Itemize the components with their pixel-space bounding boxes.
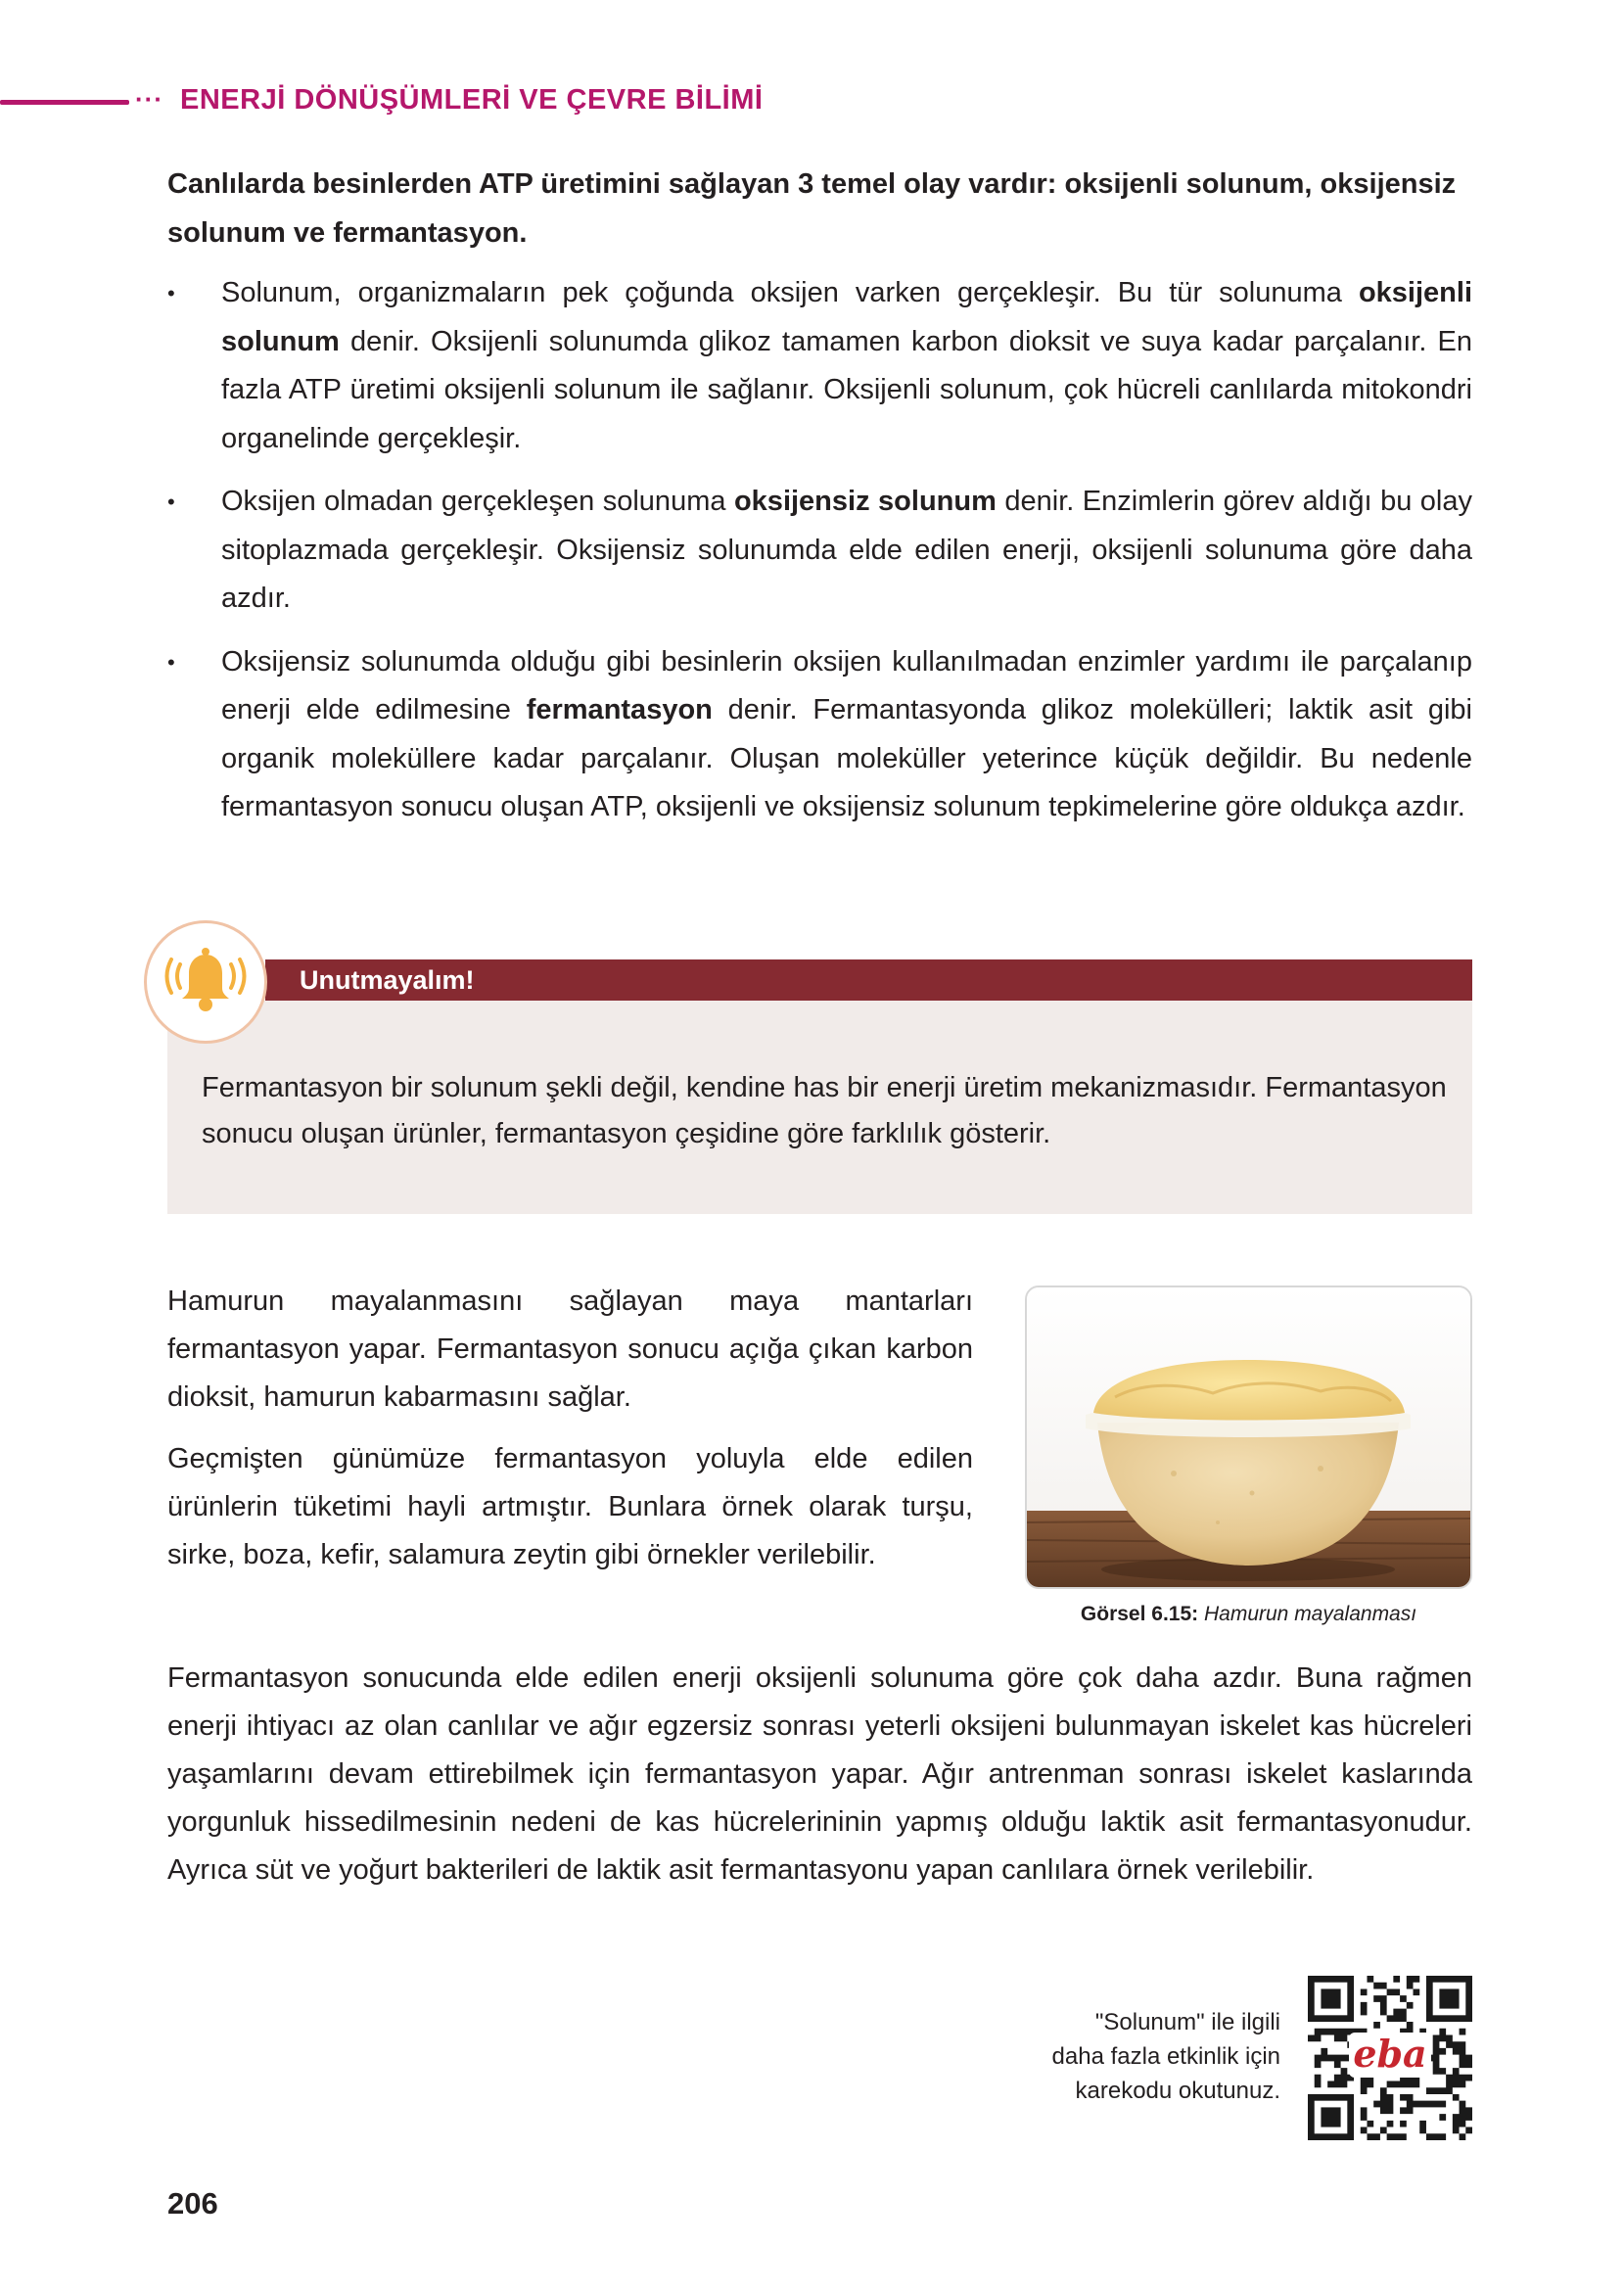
bullet-term: fermantasyon xyxy=(526,694,713,725)
reminder-box xyxy=(167,920,1472,1214)
bullet-term: oksijenli solunum xyxy=(221,277,1472,357)
dough-photo xyxy=(1025,1286,1472,1589)
bullet-item xyxy=(167,638,1472,832)
qr-instruction xyxy=(959,2005,1280,2108)
bullet-text: denir. Fermantasyonda glikoz molekülleri; laktik asit gibi organik moleküllere kadar parçalanır. Oluşan moleküller yeterince küçük değildir. Bu nedenle fermantasyon sonucu oluşan ATP, oksijenli ve oksijensiz solunum tepkimelerine göre oldukça azdır. xyxy=(221,694,1472,822)
paragraph: Geçmişten günümüze fermantasyon yoluyla elde edilen ürünlerin tüketimi hayli artmıştır. Bunlara örnek olarak turşu, sirke, boza, kefir, salamura zeytin gibi örnekler verilebilir. xyxy=(167,1443,973,1570)
reminder-icon-badge xyxy=(144,920,267,1044)
figure-label: Görsel 6.15: xyxy=(1080,1603,1199,1625)
page-number: 206 xyxy=(167,2186,218,2221)
dough-bowl-illustration xyxy=(1027,1287,1470,1587)
qr-line: daha fazla etkinlik için xyxy=(1051,2043,1280,2070)
qr-line: "Solunum" ile ilgili xyxy=(1094,2009,1280,2035)
chapter-title: ENERJİ DÖNÜŞÜMLERİ VE ÇEVRE BİLİMİ xyxy=(180,84,764,116)
figure-caption-text: Hamurun mayalanması xyxy=(1203,1603,1417,1625)
bullet-term: oksijensiz solunum xyxy=(733,486,997,517)
bullet-marker: • xyxy=(167,649,175,675)
bullet-text: denir. Enzimlerin görev aldığı bu olay sitoplazmada gerçekleşir. Oksijensiz solunumda elde edilen enerji, oksijenli solunuma göre daha azdır. xyxy=(221,486,1472,614)
paragraph: Fermantasyon sonucunda elde edilen enerji oksijenli solunuma göre çok daha azdır. Buna rağmen enerji ihtiyacı az olan canlılar ve ağır egzersiz sonrası yeterli oksijeni bulunmayan iskelet kas hücreleri yaşamlarını devam ettirebilmek için fermantasyon yapar. Ağır antrenman sonrası iskelet kaslarında yorgunluk hissedilmesinin nedeni de kas hücrelerininin yapmış olduğu laktik asit fermantasyonudur. Ayrıca süt ve yoğurt bakterileri de laktik asit fermantasyonu yapan canlılara örnek verilebilir. xyxy=(167,1662,1472,1886)
bullet-text: Oksijen olmadan gerçekleşen solunuma xyxy=(221,486,734,517)
header-accent-line xyxy=(0,100,129,105)
qr-line: karekodu okutunuz. xyxy=(1075,2078,1280,2104)
reminder-title: Unutmayalım! xyxy=(300,965,475,995)
reminder-text: Fermantasyon bir solunum şekli değil, kendine has bir enerji üretim mekanizmasıdır. Fermantasyon sonucu oluşan ürünler, fermantasyon çeşidine göre farklılık gösterir. xyxy=(202,1072,1447,1149)
header-dots: ··· xyxy=(135,84,163,114)
bullet-list xyxy=(167,269,1472,847)
eba-logo: eba xyxy=(1349,2033,1431,2078)
bullet-item xyxy=(167,478,1472,624)
bullet-marker: • xyxy=(167,281,175,305)
paragraph: Hamurun mayalanmasını sağlayan maya mantarları fermantasyon yapar. Fermantasyon sonucu açığa çıkan karbon dioksit, hamurun kabarmasını sağlar. xyxy=(167,1286,973,1413)
intro-paragraph: Canlılarda besinlerden ATP üretimini sağlayan 3 temel olay vardır: oksijenli solunum, oksijensiz solunum ve fermantasyon. xyxy=(167,168,1457,249)
bullet-text: Solunum, organizmaların pek çoğunda oksijen varken gerçekleşir. Bu tür solunuma xyxy=(221,277,1359,308)
chapter-header xyxy=(0,82,881,121)
bullet-text: denir. Oksijenli solunumda glikoz tamamen karbon dioksit ve suya kadar parçalanır. En fazla ATP üretimi oksijenli solunum ile sağlanır. Oksijenli solunum, çok hücreli canlılarda mitokondri organelinde gerçekleşir. xyxy=(221,325,1472,454)
left-column xyxy=(167,1278,973,1593)
bullet-marker: • xyxy=(167,490,175,514)
figure-caption xyxy=(1025,1600,1472,1629)
bullet-item xyxy=(167,269,1472,463)
bullet-text: Oksijensiz solunumda olduğu gibi besinlerin oksijen kullanılmadan enzimler yardımı ile parçalanıp enerji elde edilmesine xyxy=(221,645,1472,725)
qr-code[interactable] xyxy=(1308,1976,1472,2140)
bell-icon xyxy=(159,935,253,1029)
